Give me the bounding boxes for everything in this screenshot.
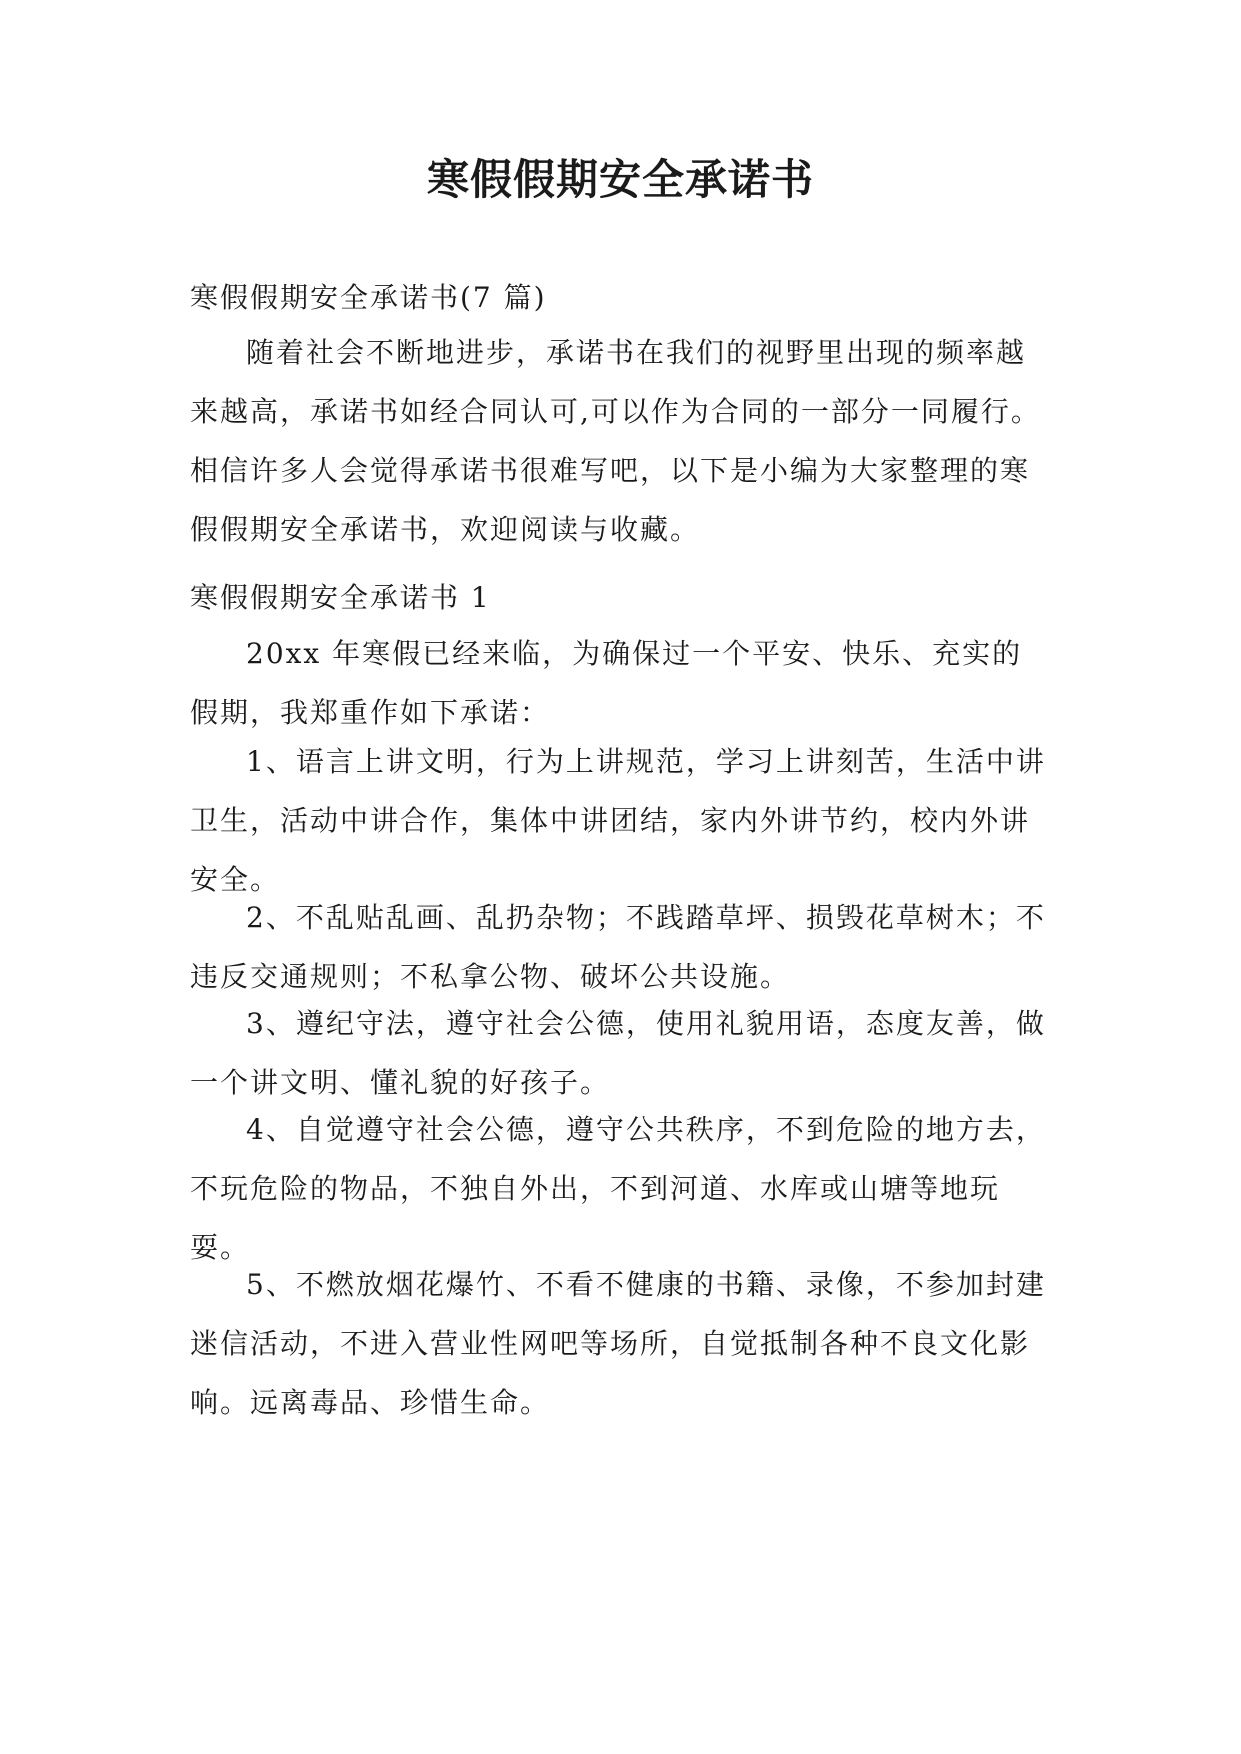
paragraph-opening: 20xx 年寒假已经来临，为确保过一个平安、快乐、充实的假期，我郑重作如下承诺： [190, 637, 1023, 729]
paragraph-item-5: 5、不燃放烟花爆竹、不看不健康的书籍、录像，不参加封建迷信活动，不进入营业性网吧等场所，自觉抵制各种不良文化影响。远离毒品、珍惜生命。 [190, 1268, 1046, 1419]
section-heading: 寒假假期安全承诺书 1 [190, 581, 491, 614]
paragraph-item-1: 1、语言上讲文明，行为上讲规范，学习上讲刻苦，生活中讲卫生，活动中讲合作，集体中讲团结，家内外讲节约，校内外讲安全。 [190, 745, 1046, 896]
intro-paragraph: 随着社会不断地进步，承诺书在我们的视野里出现的频率越来越高，承诺书如经合同认可,可以作为合同的一部分一同履行。相信许多人会觉得承诺书很难写吧，以下是小编为大家整理的寒假假期安全承诺书，欢迎阅读与收藏。 [190, 336, 1041, 546]
document-subtitle: 寒假假期安全承诺书(7 篇) [190, 281, 547, 314]
paragraph-item-3: 3、遵纪守法，遵守社会公德，使用礼貌用语，态度友善，做一个讲文明、懂礼貌的好孩子。 [190, 1007, 1046, 1099]
paragraph-item-4: 4、自觉遵守社会公德，遵守公共秩序，不到危险的地方去，不玩危险的物品，不独自外出，不到河道、水库或山塘等地玩耍。 [190, 1113, 1046, 1264]
page-title: 寒假假期安全承诺书 [426, 155, 814, 204]
paragraph-item-2: 2、不乱贴乱画、乱扔杂物；不践踏草坪、损毁花草树木；不违反交通规则；不私拿公物、破坏公共设施。 [190, 901, 1046, 993]
